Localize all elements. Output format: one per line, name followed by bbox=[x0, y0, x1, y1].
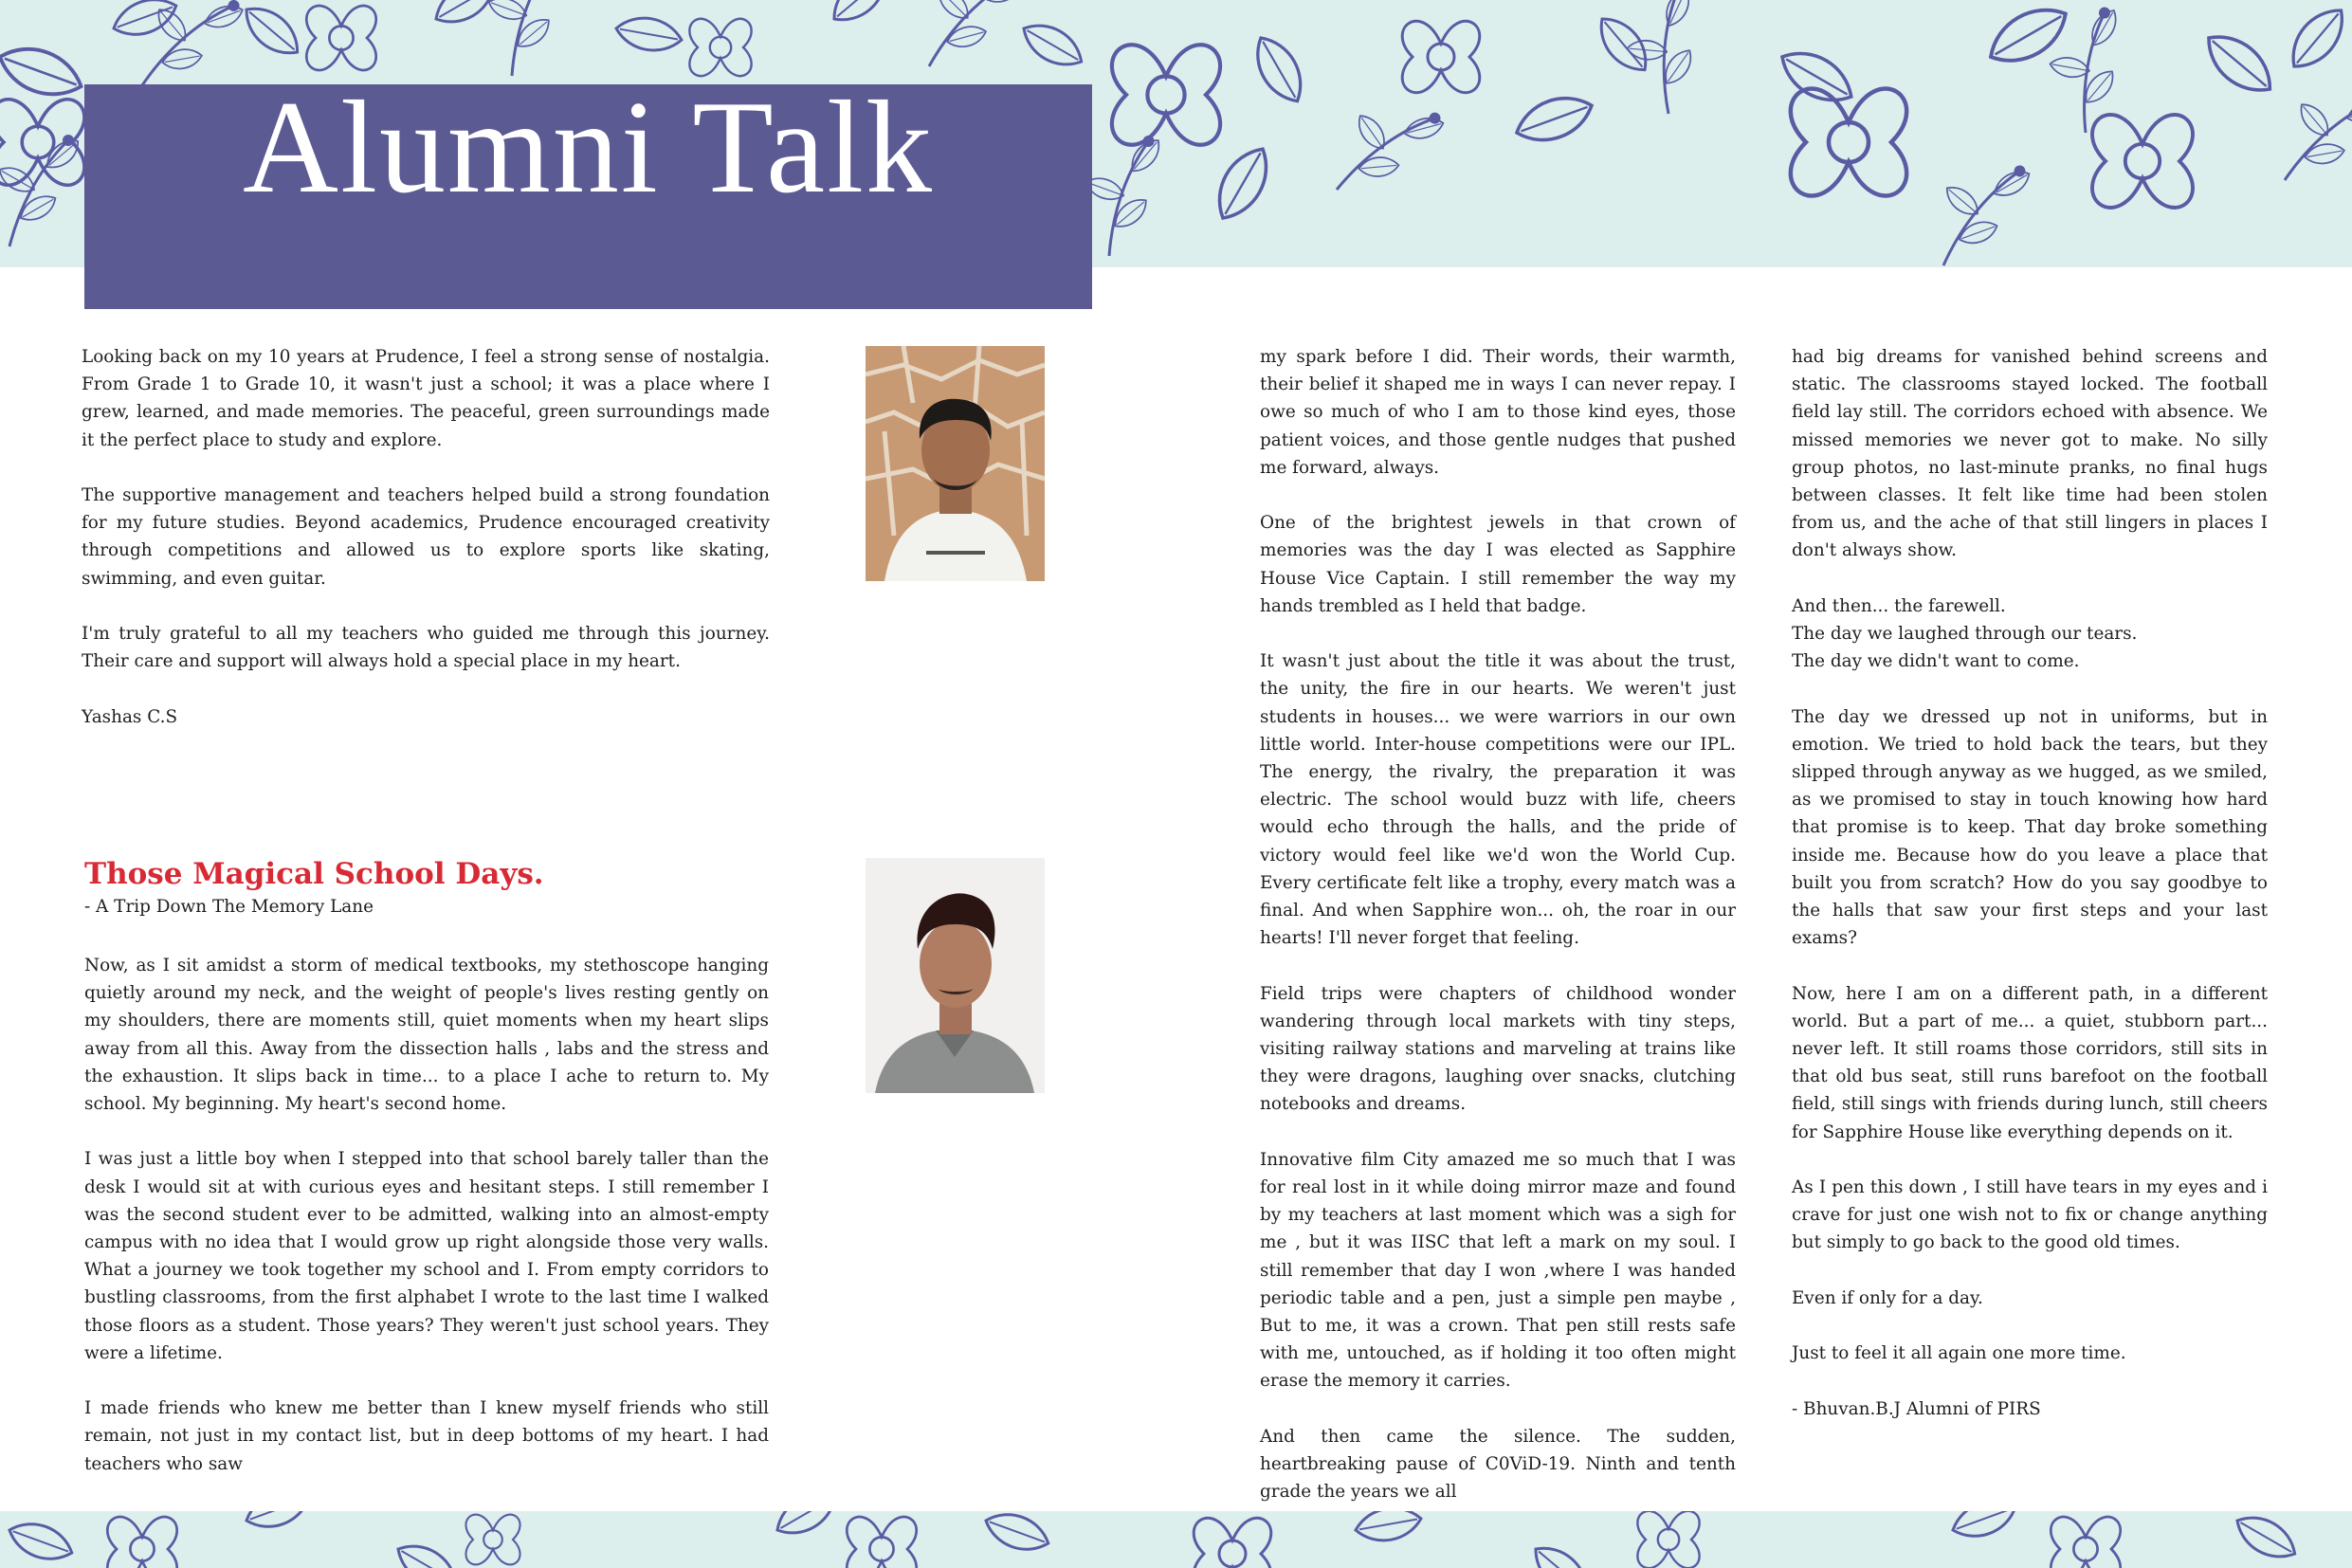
page-title: Alumni Talk bbox=[242, 74, 935, 222]
paragraph: And then came the silence. The sudden, heartbreaking pause of C0ViD-19. Ninth and tenth grade the years we all bbox=[1260, 1426, 1736, 1503]
paragraph: Just to feel it all again one more time. bbox=[1792, 1343, 2126, 1364]
alumni-photo-2 bbox=[866, 858, 1045, 1093]
author-signature: - Bhuvan.B.J Alumni of PIRS bbox=[1792, 1398, 2041, 1419]
story-column-2 bbox=[1260, 343, 1736, 1534]
profile1-text bbox=[82, 343, 770, 758]
paragraph: It wasn't just about the title it was about the trust, the unity, the fire in our hearts. We weren't just students in houses... we were warriors in our own little world. Inter-house competitions were our IPL. The energy, the rivalry, the preparation it was electric. The school would buzz with life, cheers would echo through the halls, and the pride of victory would feel like we'd won the World Cup. Every certificate felt like a trophy, every match was a final. And when Sapphire won... oh, the roar in our hearts! I'll never forget that feeling. bbox=[1260, 651, 1736, 949]
paragraph: Field trips were chapters of childhood wonder wandering through local markets with tiny steps, visiting railway stations and marveling at trains like they were dragons, laughing over snacks, clutching notebooks and dreams. bbox=[1260, 983, 1736, 1115]
paragraph: Even if only for a day. bbox=[1792, 1287, 1983, 1308]
paragraph: Innovative film City amazed me so much that I was for real lost in it while doing mirror maze and found by my teachers at last moment which was a sigh for me , but it was IISC that left a mark on my soul. I still remember that day I won ,where I was handed periodic table and a pen, just a simple pen maybe , But to me, it was a crown. That pen still rests safe with me, untouched, as if holding it too often might erase the memory it carries. bbox=[1260, 1149, 1736, 1392]
paragraph: And then... the farewell. bbox=[1792, 595, 2006, 616]
paragraph: Now, here I am on a different path, in a different world. But a part of me... a quiet, stubborn part... never left. It still roams those corridors, still sits in that old bus seat, still runs barefoot on the football field, still sings with friends during lunch, still cheers for Sapphire House like everything depends on it. bbox=[1792, 983, 2268, 1142]
paragraph: The day we didn't want to come. bbox=[1792, 651, 2080, 672]
title-banner bbox=[84, 74, 1092, 309]
bottom-floral-band bbox=[0, 1511, 2352, 1568]
author-signature: Yashas C.S bbox=[82, 706, 178, 727]
alumni-photo-1 bbox=[866, 346, 1045, 581]
paragraph: had big dreams for vanished behind screens and static. The classrooms stayed locked. The football field lay still. The corridors echoed with absence. We missed memories we never got to make. No silly group photos, no last-minute pranks, no final hugs between classes. It felt like time had been stolen from us, and the ache of that still lingers in places I don't always show. bbox=[1792, 347, 2268, 561]
paragraph: I'm truly grateful to all my teachers who guided me through this journey. Their care and support will always hold a special place in my heart. bbox=[82, 624, 770, 672]
paragraph: I made friends who knew me better than I knew myself friends who still remain, not just in my contact list, but in deep bottoms of my heart. I had teachers who saw bbox=[84, 1398, 769, 1474]
paragraph: The supportive management and teachers helped build a strong foundation for my future studies. Beyond academics, Prudence encouraged creativity through competitions and allowed us to explore sports like skating, swimming, and even guitar. bbox=[82, 485, 770, 589]
story-column-3 bbox=[1792, 343, 2268, 1450]
paragraph: One of the brightest jewels in that crown of memories was the day I was elected as Sapphire House Vice Captain. I still remember the way my hands trembled as I held that badge. bbox=[1260, 513, 1736, 616]
paragraph: I was just a little boy when I stepped into that school barely taller than the desk I would sit at with curious eyes and hesitant steps. I still remember I was the second student ever to be admitted, walking into an almost-empty campus with no idea that I would grow up right alongside those very walls. What a journey we took together my school and I. From empty corridors to bustling classrooms, from the first alphabet I wrote to the last time I walked those floors as a student. Those years? They weren't just school years. They were a lifetime. bbox=[84, 1149, 769, 1363]
story-subtitle: - A Trip Down The Memory Lane bbox=[84, 897, 374, 917]
paragraph: As I pen this down , I still have tears in my eyes and i crave for just one wish not to fix or change anything but simply to go back to the good old times. bbox=[1792, 1177, 2268, 1253]
paragraph: my spark before I did. Their words, their warmth, their belief it shaped me in ways I can never repay. I owe so much of who I am to those kind eyes, those patient voices, and those gentle nudges that pushed me forward, always. bbox=[1260, 347, 1736, 478]
paragraph: The day we laughed through our tears. bbox=[1792, 624, 2138, 645]
paragraph: Looking back on my 10 years at Prudence, I feel a strong sense of nostalgia. From Grade 1 to Grade 10, it wasn't just a school; it was a place where I grew, learned, and made memories. The peaceful, green surroundings made it the perfect place to study and explore. bbox=[82, 347, 770, 450]
story-title: Those Magical School Days. bbox=[84, 857, 544, 891]
story-column-1 bbox=[84, 952, 769, 1505]
paragraph: The day we dressed up not in uniforms, but in emotion. We tried to hold back the tears, but they slipped through anyway as we hugged, as we smiled, as we promised to stay in touch knowing how hard that promise is to keep. That day broke something inside me. Because how do you leave a place that built you from scratch? How do you say goodbye to the halls that saw your first steps and your last exams? bbox=[1792, 706, 2268, 949]
floral-pattern-bottom bbox=[0, 1511, 2352, 1568]
paragraph: Now, as I sit amidst a storm of medical textbooks, my stethoscope hanging quietly around my neck, and the weight of people's lives resting gently on my shoulders, there are moments still, quiet moments when my heart slips away from all this. Away from the dissection halls , labs and the stress and the exhaustion. It slips back in time... to a place I ache to return to. My school. My beginning. My heart's second home. bbox=[84, 956, 769, 1115]
